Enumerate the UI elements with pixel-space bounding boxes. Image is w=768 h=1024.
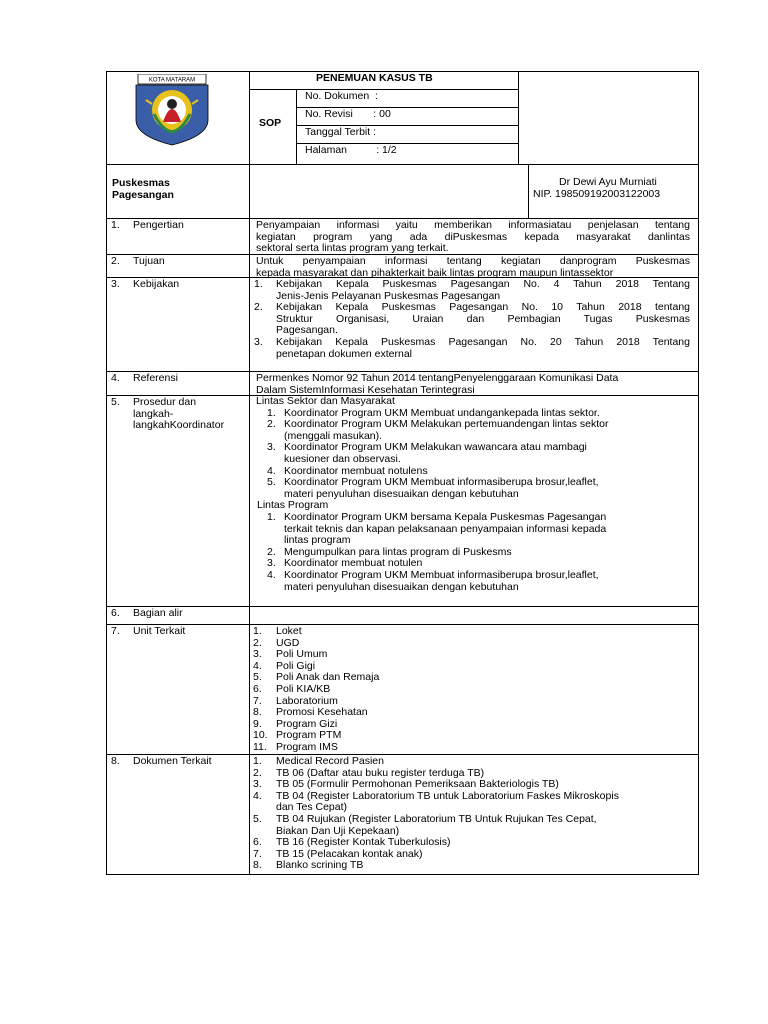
no-revisi: No. Revisi : 00 [305,108,391,120]
list-item: 5. Poli Anak dan Remaja [253,671,380,684]
row-number: 6. [111,607,120,619]
list-item: 1. Koordinator Program UKM bersama Kepala Puskesmas Pagesangan terkait teknis dan kapan pelaksanaan penyampaian informasi kepada lintas program [267,510,607,547]
prosedur-content [256,396,696,593]
row-label-bagan: Bagian alir [133,607,183,619]
list-item: 7. Laboratorium [253,694,338,707]
list-item: 1. Koordinator Program UKM Membuat undangankepada lintas sektor. [267,406,600,419]
kota-mataram-logo [132,74,212,146]
row-label-referensi: Referensi [133,372,178,384]
row-label-dokumen: Dokumen Terkait [133,755,212,767]
row-number: 4. [111,372,120,384]
dokumen-list [253,756,693,872]
org-name-line2: Pagesangan [112,189,174,201]
tanggal-terbit: Tanggal Terbit : [305,126,377,138]
list-item: 1. Loket [253,625,302,637]
kebijakan-list [254,279,690,360]
section-title-program: Lintas Program [257,499,329,512]
row-label-unit: Unit Terkait [133,625,186,637]
list-item: 2. TB 06 (Daftar atau buku register terduga TB) [253,766,485,779]
list-item: 2. Koordinator Program UKM Melakukan pertemuandengan lintas sektor (menggali masukan). [267,418,609,442]
list-item: 11. Program IMS [253,740,338,753]
row-number: 7. [111,625,120,637]
list-item: 4. TB 04 (Register Laboratorium TB untuk Laboratorium Faskes Mikroskopis dan Tes Cepat) [253,789,619,814]
list-item: 3. Kebijakan Kepala Puskesmas Pagesangan No. 20 Tahun 2018 Tentang penetapan dokumen external [254,336,690,360]
list-item: 2. Kebijakan Kepala Puskesmas Pagesangan No. 10 Tahun 2018 tentang Struktur Organisasi, Uraian dan Pembagian Tugas Puskesmas Pagesangan. [254,301,690,337]
list-item: 1. Kebijakan Kepala Puskesmas Pagesangan No. 4 Tahun 2018 Tentang Jenis-Jenis Pelayanan Puskesmas Pagesangan [254,278,690,302]
row-number: 8. [111,755,120,767]
list-item: 1. Medical Record Pasien [253,755,384,767]
no-dokumen: No. Dokumen : [305,90,378,102]
row-label-tujuan: Tujuan [133,255,165,267]
list-item: 7. TB 15 (Pelacakan kontak anak) [253,847,423,860]
row-label-kebijakan: Kebijakan [133,278,180,290]
list-item: 5. TB 04 Rujukan (Register Laboratorium TB Untuk Rujukan Tes Cepat, Biakan Dan Uji Kepekaan) [253,812,597,837]
signer-name: Dr Dewi Ayu Murniati [559,176,657,188]
list-item: 6. TB 16 (Register Kontak Tuberkulosis) [253,836,451,849]
list-item: 9. Program Gizi [253,717,338,730]
row-number: 5. [111,396,120,408]
list-item: 3. Poli Umum [253,648,328,661]
row-label-pengertian: Pengertian [133,219,184,231]
halaman: Halaman : 1/2 [305,144,397,156]
row-number: 1. [111,219,120,231]
list-item: 3. TB 05 (Formulir Permohonan Pemeriksaan Bakteriologis TB) [253,778,559,791]
org-name-line1: Puskesmas [112,177,170,189]
sop-label: SOP [259,117,282,129]
list-item: 4. Koordinator Program UKM Membuat informasiberupa brosur,leaflet, materi penyuluhan disesuaikan dengan kebutuhan [267,568,599,593]
row-label-prosedur: Prosedur dan langkah- langkahKoordinator [133,396,225,432]
list-item: 5. Koordinator Program UKM Membuat informasiberupa brosur,leaflet, materi penyuluhan disesuaikan dengan kebutuhan [267,476,599,500]
list-item: 6. Poli KIA/KB [253,682,331,695]
list-item: 10. Program PTM [253,729,342,742]
list-item: 3. Koordinator Program UKM Melakukan wawancara atau mambagi kuesioner dan observasi. [267,441,587,465]
referensi-text: Permenkes Nomor 92 Tahun 2014 tentangPenyelenggaraan Komunikasi Data Dalam SistemInformasi Kesehatan Terintegrasi [256,372,619,396]
signer-nip: NIP. 198509192003122003 [533,188,661,200]
unit-list [253,626,693,754]
svg-text:KOTA MATARAM: KOTA MATARAM [148,77,196,84]
row-number: 2. [111,255,120,267]
row-number: 3. [111,278,120,290]
section-title-sektor: Lintas Sektor dan Masyarakat [256,395,395,407]
list-item: 2. UGD [253,636,300,649]
tujuan-text: Untuk penyampaian informasi tentang kegiatan danprogram Puskesmas kepada masyarakat dan pihakterkait baik lintas program maupun lintassektor [256,255,690,279]
list-item: 4. Koordinator membuat notulens [267,464,428,477]
list-item: 4. Poli Gigi [253,659,316,672]
document-title: PENEMUAN KASUS TB [316,72,433,84]
list-item: 3. Koordinator membuat notulen [267,557,423,570]
list-item: 8. Blanko scrining TB [253,859,364,872]
list-item: 8. Promosi Kesehatan [253,706,368,719]
pengertian-text: Penyampaian informasi yaitu memberikan informasiatau penjelasan tentang kegiatan program yang ada diPuskesmas kepada masyarakat danlintas sektoral serta lintas program yang terkait. [256,219,690,255]
list-item: 2. Mengumpulkan para lintas program di Puskesms [267,545,512,558]
